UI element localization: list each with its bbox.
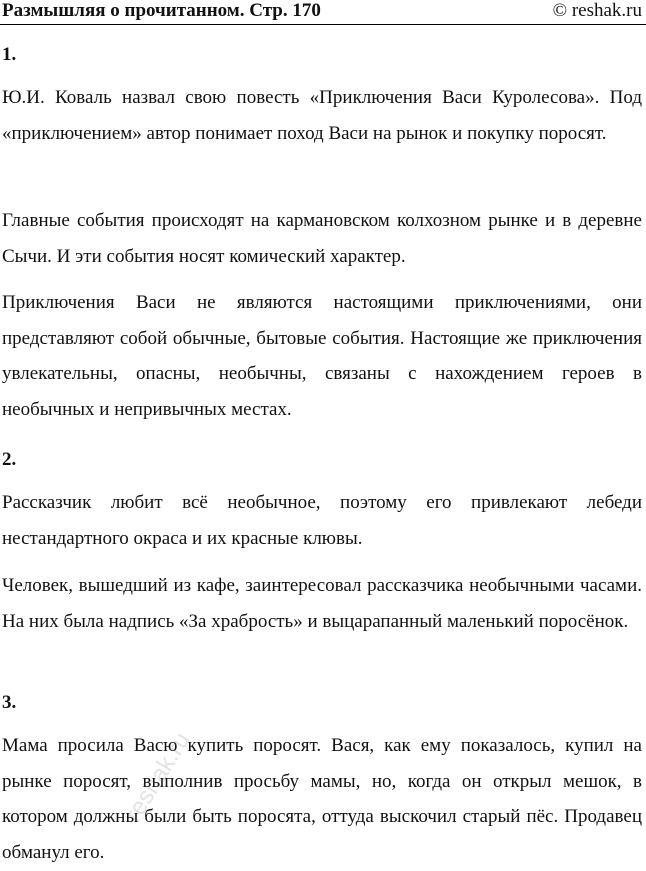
watermark-text: reshak.ru bbox=[119, 727, 196, 827]
paragraph-1-2: Главные события происходят на кармановском колхозном рынке и в деревне Сычи. И эти события носят комический характер. bbox=[2, 210, 642, 267]
page-header bbox=[0, 0, 646, 25]
paragraph-3-1: Мама просила Васю купить поросят. Вася, как ему показалось, купил на рынке поросят, выполнив просьбу мамы, но, когда он открыл мешок, в котором должны были быть поросята, оттуда выскочил старый пёс. Продавец обманул его. bbox=[2, 735, 642, 863]
section-number-1: 1. bbox=[2, 44, 17, 65]
paragraph-1-1: Ю.И. Коваль назвал свою повесть «Приключения Васи Куролесова». Под «приключением» автор понимает поход Васи на рынок и покупку поросят. bbox=[2, 87, 642, 144]
paragraph-1-3: Приключения Васи не являются настоящими приключениями, они представляют собой обычные, бытовые события. Настоящие же приключения увлекательны, опасны, необычны, связаны с нахождением героев в необычных и непривычных местах. bbox=[2, 292, 642, 420]
section-number-2: 2. bbox=[2, 449, 17, 470]
page-title: Размышляя о прочитанном. Стр. 170 bbox=[2, 0, 321, 21]
section-number-3: 3. bbox=[2, 692, 17, 713]
paragraph-2-1: Рассказчик любит всё необычное, поэтому его привлекают лебеди нестандартного окраса и их красные клювы. bbox=[2, 492, 642, 549]
paragraph-2-2: Человек, вышедший из кафе, заинтересовал рассказчика необычными часами. На них была надпись «За храбрость» и выцарапанный маленький поросёнок. bbox=[2, 575, 642, 632]
source-credit: © reshak.ru bbox=[552, 0, 642, 21]
